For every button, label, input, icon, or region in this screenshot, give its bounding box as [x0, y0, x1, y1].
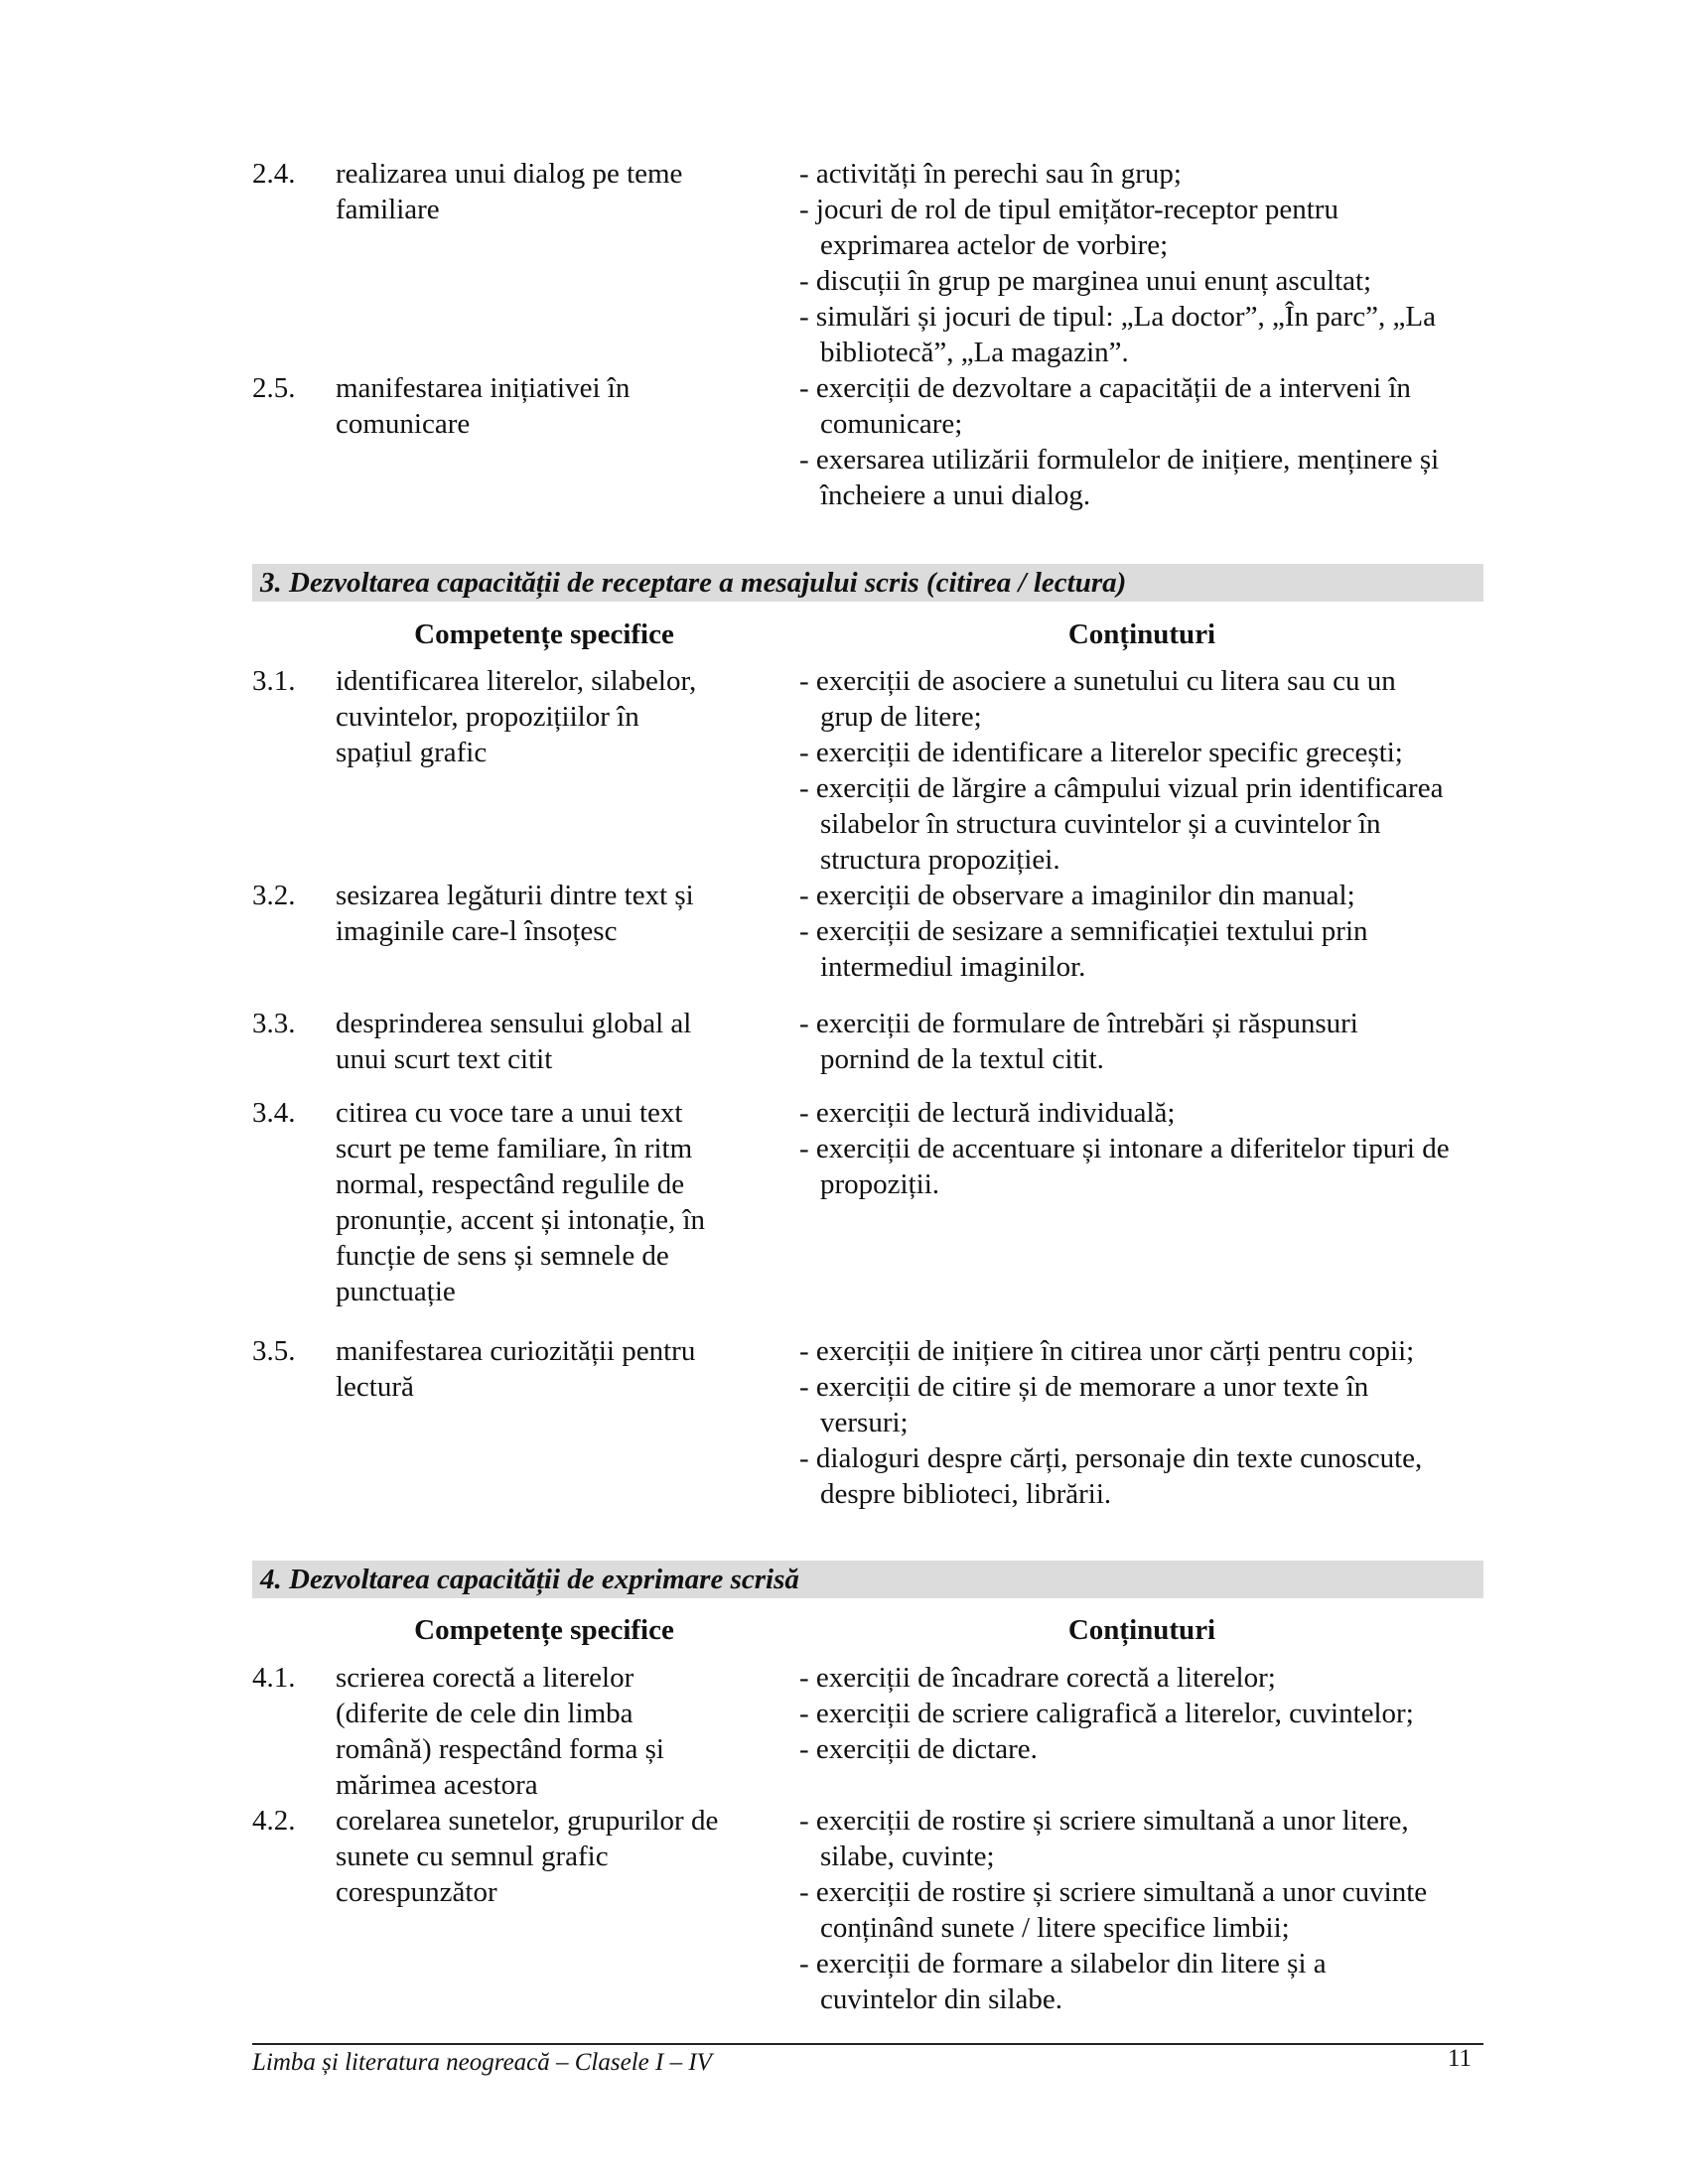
content-line: - exerciții de scriere caligrafică a literelor, cuvintelor;: [799, 1698, 1414, 1729]
competence-line: realizarea unui dialog pe teme: [336, 158, 683, 190]
competence-line: comunicare: [336, 408, 471, 440]
column-header-contents: Conținuturi: [1067, 618, 1216, 650]
content-line: - exerciții de asociere a sunetului cu litera sau cu un: [799, 665, 1396, 697]
content-line: cuvintelor din silabe.: [820, 1983, 1063, 2015]
content-line: - exerciții de formare a silabelor din litere și a: [799, 1948, 1327, 1979]
content-line: - exerciții de identificare a literelor specific grecești;: [799, 737, 1403, 768]
competence-line: unui scurt text citit: [336, 1043, 553, 1075]
content-line: silabe, cuvinte;: [820, 1841, 995, 1872]
competence-line: (diferite de cele din limba: [336, 1698, 633, 1729]
content-line: propoziții.: [820, 1168, 940, 1200]
competence-line: desprinderea sensului global al: [336, 1008, 692, 1039]
competence-line: spațiul grafic: [336, 737, 488, 768]
content-line: pornind de la textul citit.: [820, 1043, 1104, 1075]
competence-line: manifestarea curiozității pentru: [336, 1335, 696, 1367]
content-line: - exerciții de lărgire a câmpului vizual prin identificarea: [799, 772, 1444, 804]
competence-line: normal, respectând regulile de: [336, 1168, 685, 1200]
content-line: - exerciții de dezvoltare a capacității de a interveni în: [799, 372, 1411, 404]
competence-line: corelarea sunetelor, grupurilor de: [336, 1805, 719, 1837]
content-line: despre biblioteci, librării.: [820, 1478, 1112, 1510]
competence-line: mărimea acestora: [336, 1769, 538, 1801]
content-line: - exerciții de citire și de memorare a unor texte în: [799, 1371, 1369, 1403]
competence-line: scurt pe teme familiare, în ritm: [336, 1133, 693, 1164]
competence-line: cuvintelor, propozițiilor în: [336, 701, 639, 733]
footer-divider: [252, 2043, 1483, 2045]
competence-line: citirea cu voce tare a unui text: [336, 1097, 683, 1129]
row-number: 2.5.: [252, 372, 296, 404]
content-line: - exerciții de lectură individuală;: [799, 1097, 1176, 1129]
competence-line: corespunzător: [336, 1876, 497, 1908]
content-line: - dialoguri despre cărți, personaje din texte cunoscute,: [799, 1442, 1423, 1474]
competence-line: pronunție, accent și intonație, în: [336, 1204, 706, 1236]
row-number: 4.2.: [252, 1805, 296, 1837]
content-line: - simulări și jocuri de tipul: „La doctor”, „În parc”, „La: [799, 301, 1436, 333]
competence-line: manifestarea inițiativei în: [336, 372, 631, 404]
competence-line: română) respectând forma și: [336, 1733, 664, 1765]
competence-line: lectură: [336, 1371, 414, 1403]
content-line: exprimarea actelor de vorbire;: [820, 229, 1169, 261]
content-line: - exerciții de dictare.: [799, 1733, 1038, 1765]
section-title: 4. Dezvoltarea capacității de exprimare scrisă: [260, 1564, 799, 1595]
content-line: grup de litere;: [820, 701, 982, 733]
content-line: structura propoziției.: [820, 844, 1060, 876]
row-number: 3.3.: [252, 1008, 296, 1039]
content-line: - exerciții de încadrare corectă a literelor;: [799, 1662, 1276, 1694]
row-number: 4.1.: [252, 1662, 296, 1694]
competence-line: familiare: [336, 194, 440, 225]
competence-line: scrierea corectă a literelor: [336, 1662, 634, 1694]
competence-line: punctuație: [336, 1276, 456, 1307]
column-header-competences: Competențe specifice: [414, 1614, 674, 1646]
competence-line: sesizarea legăturii dintre text și: [336, 880, 694, 911]
content-line: - exerciții de rostire și scriere simultană a unor cuvinte: [799, 1876, 1428, 1908]
section-title: 3. Dezvoltarea capacității de receptare a mesajului scris (citirea / lectura): [260, 567, 1127, 599]
competence-line: sunete cu semnul grafic: [336, 1841, 609, 1872]
row-number: 3.1.: [252, 665, 296, 697]
content-line: - activități în perechi sau în grup;: [799, 158, 1182, 190]
content-line: - exerciții de sesizare a semnificației textului prin: [799, 915, 1368, 947]
row-number: 2.4.: [252, 158, 296, 190]
page-number: 11: [1447, 2045, 1472, 2072]
footer-title: Limba și literatura neogreacă – Clasele I – IV: [252, 2049, 712, 2076]
content-line: comunicare;: [820, 408, 963, 440]
row-number: 3.2.: [252, 880, 296, 911]
column-header-contents: Conținuturi: [1067, 1614, 1216, 1646]
content-line: - exerciții de accentuare și intonare a diferitelor tipuri de: [799, 1133, 1450, 1164]
row-number: 3.4.: [252, 1097, 296, 1129]
content-line: - exerciții de observare a imaginilor din manual;: [799, 880, 1355, 911]
content-line: - exerciții de inițiere în citirea unor cărți pentru copii;: [799, 1335, 1415, 1367]
content-line: bibliotecă”, „La magazin”.: [820, 337, 1129, 368]
content-line: - discuții în grup pe marginea unui enunț ascultat;: [799, 265, 1372, 297]
section-heading-band: [252, 1561, 1483, 1598]
content-line: - exerciții de rostire și scriere simultană a unor litere,: [799, 1805, 1409, 1837]
row-number: 3.5.: [252, 1335, 296, 1367]
content-line: versuri;: [820, 1407, 909, 1438]
content-line: silabelor în structura cuvintelor și a cuvintelor în: [820, 808, 1381, 840]
competence-line: funcție de sens și semnele de: [336, 1240, 669, 1272]
content-line: - exerciții de formulare de întrebări și răspunsuri: [799, 1008, 1358, 1039]
competence-line: imaginile care-l însoțesc: [336, 915, 618, 947]
content-line: intermediul imaginilor.: [820, 951, 1086, 983]
content-line: încheiere a unui dialog.: [820, 479, 1091, 511]
competence-line: identificarea literelor, silabelor,: [336, 665, 697, 697]
section-heading-band: [252, 564, 1483, 602]
content-line: conținând sunete / litere specifice limbii;: [820, 1912, 1290, 1944]
column-header-competences: Competențe specifice: [414, 618, 674, 650]
content-line: - exersarea utilizării formulelor de inițiere, menținere și: [799, 444, 1440, 476]
content-line: - jocuri de rol de tipul emițător-receptor pentru: [799, 194, 1338, 225]
